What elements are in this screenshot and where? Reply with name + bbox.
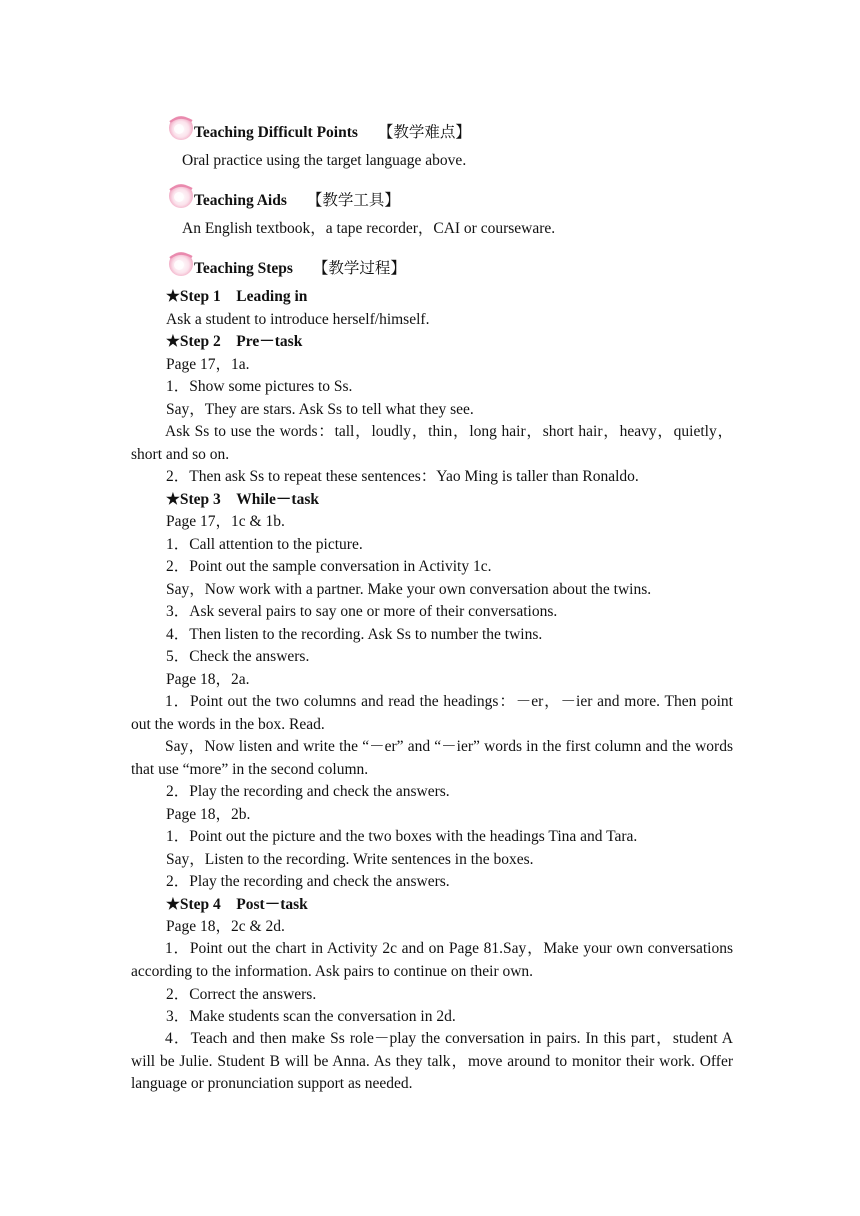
step-text: 3．Make students scan the conversation in 2d. (166, 1008, 456, 1025)
step-text: 3．Ask several pairs to say one or more of their conversations. (166, 603, 558, 620)
step-text: 2．Then ask Ss to repeat these sentences：Yao Ming is taller than Ronaldo. (166, 468, 639, 485)
step-paragraph: 1．Point out the chart in Activity 2c and on Page 81.Say，Make your own conversations according to the information. Ask pairs to continue on their own. (131, 940, 733, 980)
step-2-heading: ★Step 2 Pre－task (166, 333, 303, 350)
step-text: Page 18，2c & 2d. (166, 918, 285, 935)
flower-bullet-icon (166, 112, 196, 142)
step-text: 1．Show some pictures to Ss. (166, 378, 353, 395)
step-text: Page 18，2a. (166, 671, 250, 688)
section-title-cn: 【教学难点】 (377, 124, 471, 141)
step-text: 2．Point out the sample conversation in Activity 1c. (166, 558, 492, 575)
step-paragraph: Ask Ss to use the words：tall，loudly，thin，long hair，short hair，heavy，quietly，short and so on. (131, 423, 733, 463)
step-text: Ask a student to introduce herself/himself. (166, 311, 430, 328)
section-title: Teaching Difficult Points (194, 124, 358, 141)
step-paragraph: 1．Point out the two columns and read the headings：－er，－ier and more. Then point out the words in the box. Read. (131, 693, 733, 733)
section-title-cn: 【教学工具】 (306, 192, 400, 209)
step-4-heading: ★Step 4 Post－task (166, 896, 308, 913)
step-text: Say，Listen to the recording. Write sentences in the boxes. (166, 851, 534, 868)
section-heading-teaching-aids (166, 176, 400, 210)
section-title-cn: 【教学过程】 (312, 260, 406, 277)
section-title: Teaching Aids (194, 192, 287, 209)
section-heading-teaching-steps (166, 244, 406, 278)
step-text: 5．Check the answers. (166, 648, 310, 665)
step-text: Say，Now work with a partner. Make your own conversation about the twins. (166, 581, 652, 598)
section-heading-difficult-points (166, 108, 471, 142)
step-text: 2．Play the recording and check the answers. (166, 783, 450, 800)
step-text: 2．Correct the answers. (166, 986, 317, 1003)
section-content: Oral practice using the target language above. (182, 152, 467, 169)
step-text: 1．Call attention to the picture. (166, 536, 363, 553)
step-paragraph: Say，Now listen and write the “－er” and “－ier” words in the first column and the words that use “more” in the second column. (131, 738, 733, 778)
step-text: 2．Play the recording and check the answers. (166, 873, 450, 890)
step-1-heading: ★Step 1 Leading in (166, 288, 308, 305)
section-title: Teaching Steps (194, 260, 293, 277)
step-text: 1．Point out the picture and the two boxes with the headings Tina and Tara. (166, 828, 638, 845)
flower-bullet-icon (166, 248, 196, 278)
section-content: An English textbook，a tape recorder，CAI or courseware. (182, 220, 556, 237)
step-text: Page 18，2b. (166, 806, 251, 823)
step-text: Say，They are stars. Ask Ss to tell what they see. (166, 401, 474, 418)
step-3-heading: ★Step 3 While－task (166, 491, 319, 508)
step-text: Page 17，1c & 1b. (166, 513, 285, 530)
step-text: Page 17，1a. (166, 356, 250, 373)
step-paragraph: 4．Teach and then make Ss role－play the conversation in pairs. In this part，student A will be Julie. Student B will be Anna. As they talk，move around to monitor their work. Offer language or pronunciation support as needed. (131, 1030, 733, 1092)
step-text: 4．Then listen to the recording. Ask Ss to number the twins. (166, 626, 543, 643)
flower-bullet-icon (166, 180, 196, 210)
